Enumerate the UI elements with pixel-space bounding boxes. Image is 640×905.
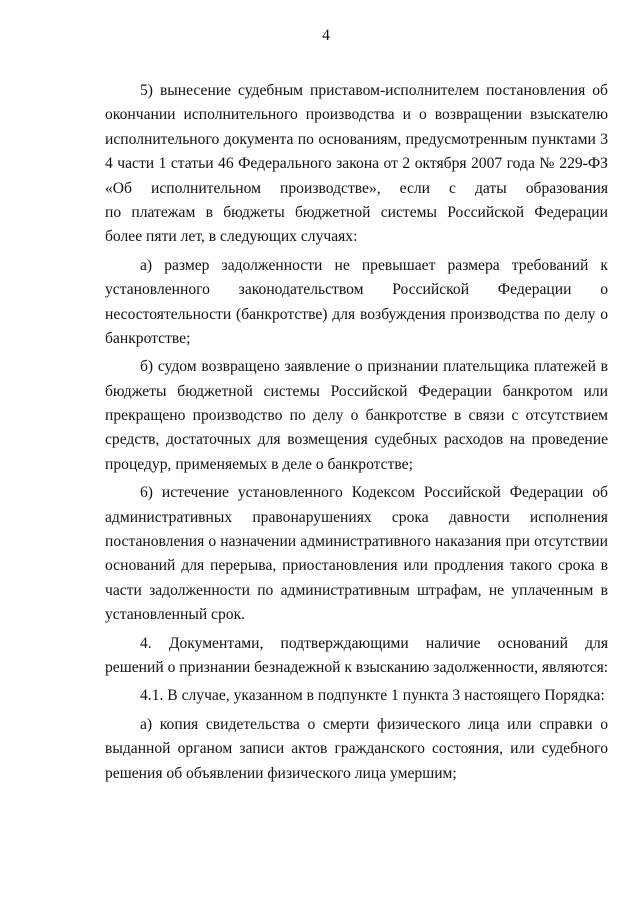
text-line: банкротстве; <box>105 329 191 347</box>
text-line: 4. Документами, подтверждающими наличие оснований для <box>140 634 608 652</box>
text-line: решения об объявлении физического лица умершим; <box>105 764 457 782</box>
text-line: установленного законодательством Российской Федерации о <box>105 281 608 299</box>
text-line: постановления о назначении административного наказания при отсутствии <box>105 533 608 551</box>
text-line: окончании исполнительного производства и о возвращении взыскателю <box>105 106 608 124</box>
text-line: административных правонарушениях срока давности исполнения <box>105 508 608 526</box>
text-line: части задолженности по административным штрафам, не уплаченным в <box>105 581 608 599</box>
text-line: 4 части 1 статьи 46 Федерального закона от 2 октября 2007 года № 229-ФЗ <box>105 155 608 173</box>
text-line: а) копия свидетельства о смерти физического лица или справки о <box>140 715 608 733</box>
paragraph-item-6 <box>105 481 608 627</box>
paragraph-item-5a <box>105 254 608 352</box>
text-line: по платежам в бюджеты бюджетной системы Российской Федерации <box>105 203 608 221</box>
text-line: несостоятельности (банкротстве) для возбуждения производства по делу о <box>105 305 608 323</box>
text-line: исполнительного документа по основаниям, предусмотренным пунктами 3 <box>105 130 608 148</box>
text-line: прекращено производство по делу о банкротстве в связи с отсутствием <box>105 407 608 425</box>
text-line: 4.1. В случае, указанном в подпункте 1 пункта 3 настоящего Порядка: <box>140 687 605 705</box>
text-line: оснований для перерыва, приостановления или продления такого срока в <box>105 557 608 575</box>
paragraph-item-4-1 <box>105 684 608 708</box>
paragraph-item-4 <box>105 632 608 681</box>
text-line: средств, достаточных для возмещения судебных расходов на проведение <box>105 431 608 449</box>
text-line: бюджеты бюджетной системы Российской Федерации банкротом или <box>105 382 608 400</box>
text-line: решений о признании безнадежной к взысканию задолженности, являются: <box>105 658 609 676</box>
text-line: выданной органом записи актов гражданского состояния, или судебного <box>105 740 608 758</box>
text-line: «Об исполнительном производстве», если с даты образования <box>105 179 608 197</box>
page-number: 4 <box>322 27 330 44</box>
text-line: установленный срок. <box>105 606 246 624</box>
text-line: а) размер задолженности не превышает размера требований к <box>140 256 608 274</box>
text-line: 6) истечение установленного Кодексом Российской Федерации об <box>140 484 608 502</box>
text-line: процедур, применяемых в деле о банкротстве; <box>105 455 413 473</box>
text-line: более пяти лет, в следующих случаях: <box>105 228 358 246</box>
paragraph-item-4-1a <box>105 713 608 786</box>
paragraph-item-5b <box>105 355 608 477</box>
text-line: 5) вынесение судебным приставом-исполнителем постановления об <box>140 82 608 99</box>
text-line: б) судом возвращено заявление о признании плательщика платежей в <box>140 358 608 376</box>
paragraph-item-5 <box>105 79 608 250</box>
document-body <box>105 79 608 786</box>
